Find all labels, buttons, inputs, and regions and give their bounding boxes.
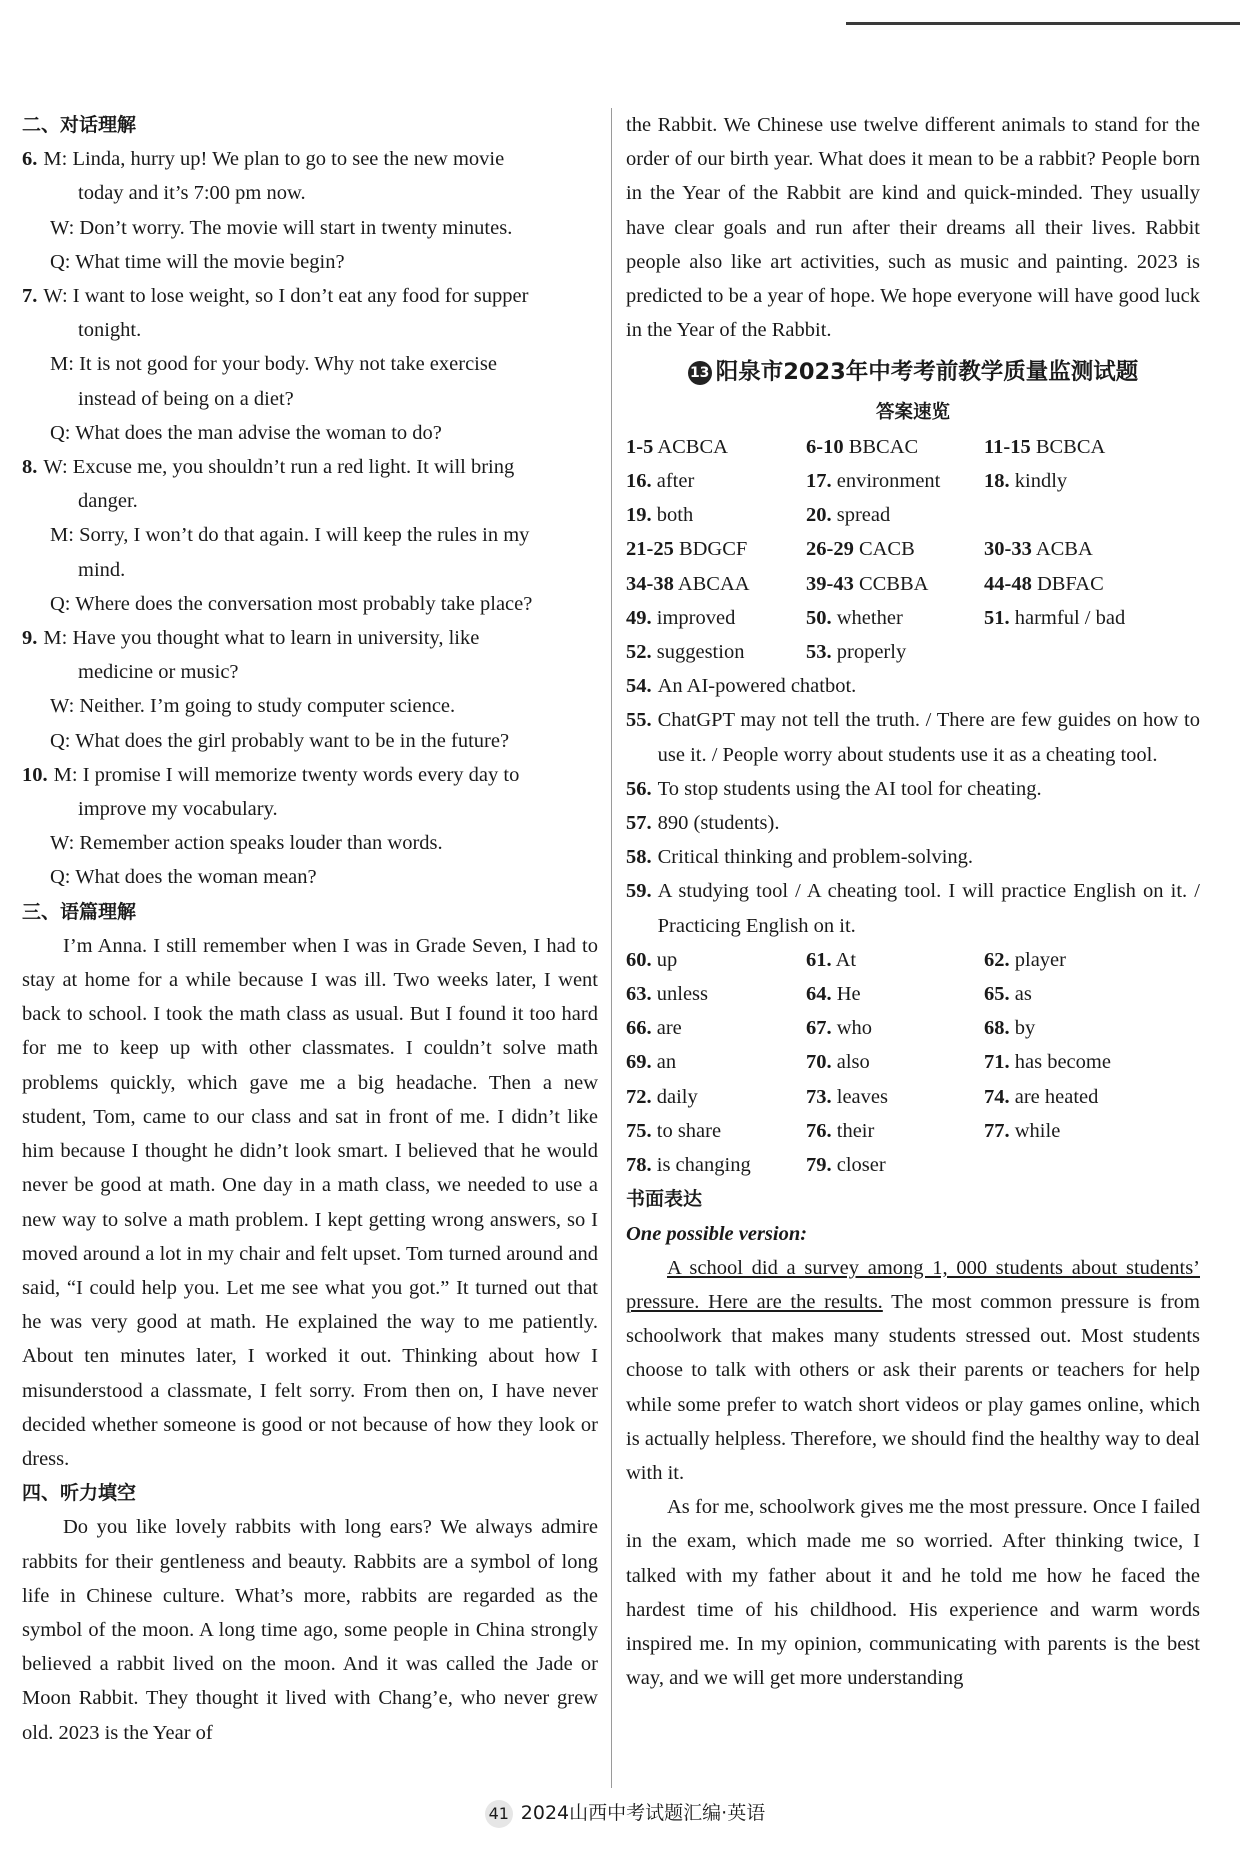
- answer-number: 65.: [984, 983, 1010, 1006]
- answer-item: [806, 1114, 984, 1148]
- dialogue-continuation: improve my vocabulary.: [78, 798, 278, 821]
- answer-value: harmful / bad: [1014, 606, 1126, 629]
- answer-number: 54.: [626, 675, 652, 698]
- answer-value: ACBCA: [657, 435, 728, 458]
- section-heading-listening: 四、听力填空: [22, 1482, 137, 1505]
- answer-item: [984, 1011, 1200, 1045]
- dialogue-text: [50, 347, 497, 381]
- answer-number: 79.: [806, 1154, 832, 1177]
- dialogue-utterance: What does the man advise the woman to do?: [75, 421, 442, 444]
- answer-item: [984, 430, 1200, 464]
- dialogue-line: [22, 142, 598, 176]
- answer-value: daily: [656, 1085, 698, 1108]
- dialogue-utterance: Don’t worry. The movie will start in twenty minutes.: [79, 216, 513, 239]
- answer-value: as: [1014, 983, 1032, 1006]
- answer-value: their: [836, 1119, 875, 1142]
- dialogue-text: [50, 724, 509, 758]
- dialogue-utterance: Remember action speaks louder than words.: [79, 832, 443, 855]
- speaker-label: Q:: [50, 421, 71, 444]
- answer-item: [626, 430, 806, 464]
- answer-number: 74.: [984, 1085, 1010, 1108]
- speaker-label: M:: [50, 524, 74, 547]
- answer-number: 20.: [806, 504, 832, 527]
- dialogue-utterance: Have you thought what to learn in university, like: [72, 627, 480, 650]
- page-number: 41: [485, 1800, 513, 1828]
- dialogue-line: [22, 518, 598, 552]
- answer-number: 71.: [984, 1051, 1010, 1074]
- speaker-label: Q:: [50, 866, 71, 889]
- section-heading-writing: 书面表达: [626, 1188, 703, 1211]
- answer-number: 66.: [626, 1017, 652, 1040]
- question-number: 6.: [22, 148, 38, 171]
- answer-value: ABCAA: [677, 572, 750, 595]
- column-divider: [611, 108, 612, 1788]
- answer-item: [626, 635, 806, 669]
- dialogue-utterance: Sorry, I won’t do that again. I will keep the rules in my: [79, 524, 530, 547]
- answer-number: 19.: [626, 504, 652, 527]
- answer-item: [984, 498, 1200, 532]
- answer-item: [626, 1011, 806, 1045]
- dialogue-line: [22, 245, 598, 279]
- answer-number: 69.: [626, 1051, 652, 1074]
- answer-number: 50.: [806, 606, 832, 629]
- dialogue-text: [43, 621, 479, 655]
- answer-value: who: [836, 1017, 873, 1040]
- dialogue-line: [22, 860, 598, 894]
- answer-value: unless: [656, 983, 708, 1006]
- answer-value: At: [835, 948, 857, 971]
- question-number: 7.: [22, 285, 38, 308]
- exam-number-badge: 13: [688, 361, 712, 385]
- answer-value: closer: [836, 1154, 886, 1177]
- dialogue-line: [22, 724, 598, 758]
- speaker-label: W:: [43, 456, 68, 479]
- answer-grid-b: [626, 943, 1200, 1182]
- answer-value: ChatGPT may not tell the truth. / There are few guides on how to use it. / People worry about students use it as a cheating tool.: [657, 709, 1200, 766]
- answer-item: [626, 943, 806, 977]
- dialogue-text: [54, 758, 520, 792]
- answer-item: [806, 464, 984, 498]
- answer-value: BDGCF: [678, 538, 748, 561]
- answer-value: A studying tool / A cheating tool. I will practice English on it. / Practicing English on it.: [657, 880, 1200, 937]
- answer-item: [626, 567, 806, 601]
- answer-value: an: [656, 1051, 677, 1074]
- header-rule: [846, 22, 1240, 25]
- answer-number: 49.: [626, 606, 652, 629]
- speaker-label: W:: [50, 695, 75, 718]
- answer-list-long: [626, 669, 1200, 943]
- answer-number: 58.: [626, 846, 652, 869]
- left-column: [22, 108, 598, 1750]
- answer-value: has become: [1014, 1051, 1111, 1074]
- dialogue-text: [50, 826, 443, 860]
- dialogue-text: [43, 450, 514, 484]
- answer-number: 70.: [806, 1051, 832, 1074]
- dialogue-line: [22, 621, 598, 655]
- answer-item-long: [626, 874, 1200, 942]
- answer-item: [984, 464, 1200, 498]
- answer-value: after: [656, 470, 695, 493]
- answer-number: 11-15: [984, 435, 1031, 458]
- answer-item-long: [626, 806, 1200, 840]
- answer-item: [626, 1114, 806, 1148]
- answer-number: 44-48: [984, 572, 1032, 595]
- answer-item: [984, 567, 1200, 601]
- dialogue-list: [22, 142, 598, 894]
- dialogue-line: [22, 347, 598, 381]
- dialogue-utterance: What does the woman mean?: [75, 866, 317, 889]
- exam-title-text: 阳泉市2023年中考考前教学质量监测试题: [715, 359, 1139, 386]
- dialogue-line: [22, 211, 598, 245]
- answer-item-long: [626, 772, 1200, 806]
- answer-number: 67.: [806, 1017, 832, 1040]
- answer-number: 16.: [626, 470, 652, 493]
- answer-value: whether: [836, 606, 903, 629]
- section-heading-dialog: 二、对话理解: [22, 114, 137, 136]
- answer-item: [984, 1080, 1200, 1114]
- answer-number: 59.: [626, 880, 652, 903]
- answer-item: [984, 943, 1200, 977]
- answer-item: [806, 498, 984, 532]
- answer-item-long: [626, 669, 1200, 703]
- right-column: [626, 108, 1200, 1695]
- answer-number: 61.: [806, 948, 832, 971]
- speaker-label: Q:: [50, 250, 71, 273]
- answer-item: [806, 943, 984, 977]
- speaker-label: W:: [50, 216, 75, 239]
- answer-value: both: [656, 504, 694, 527]
- answer-value: up: [656, 948, 678, 971]
- writing-paragraph-2: As for me, schoolwork gives me the most pressure. Once I failed in the exam, which made me so worried. After thinking twice, I talked with my father about it and he told me how he faced the hardest time of his childhood. His experience and warm words inspired me. In my opinion, communicating with parents is the best way, and we will get more understanding: [626, 1496, 1200, 1690]
- answer-value: improved: [656, 606, 736, 629]
- answer-item: [806, 601, 984, 635]
- answer-value: BCBCA: [1035, 435, 1106, 458]
- answer-number: 53.: [806, 641, 832, 664]
- reading-passage: I’m Anna. I still remember when I was in Grade Seven, I had to stay at home for a while because I was ill. Two weeks later, I went back to school. I took the math class as usual. But I found it too hard for me to keep up with other classmates. I couldn’t solve math problems quickly, which gave me a big headache. Then a new student, Tom, came to our class and sat in front of me. I didn’t like him because I thought he didn’t look smart. I believed that he would never be good at math. One day in a math class, we needed to use a new way to solve a math problem. I kept getting wrong answers, so I moved around a lot in my chair and felt upset. Tom turned around and said, “I could help you. Let me see what you got.” It turned out that he was very good at math. He explained the way to me patiently. About ten minutes later, I worked it out. Thinking about how I misunderstood a classmate, I felt sorry. From then on, I have never decided whether someone is good or not because of how they look or dress.: [22, 934, 598, 1470]
- dialogue-text: [50, 211, 512, 245]
- dialogue-utterance: What time will the movie begin?: [75, 250, 345, 273]
- answer-number: 68.: [984, 1017, 1010, 1040]
- answer-number: 21-25: [626, 538, 674, 561]
- dialogue-utterance: Where does the conversation most probably take place?: [75, 592, 533, 615]
- page-footer: [0, 1798, 1250, 1828]
- question-number: 10.: [22, 763, 48, 786]
- answer-number: 18.: [984, 470, 1010, 493]
- answer-number: 6-10: [806, 435, 844, 458]
- answer-number: 63.: [626, 983, 652, 1006]
- answer-number: 17.: [806, 470, 832, 493]
- dialogue-text: [43, 142, 504, 176]
- answer-number: 75.: [626, 1119, 652, 1142]
- dialogue-utterance: Linda, hurry up! We plan to go to see the new movie: [72, 148, 505, 171]
- answer-value: environment: [836, 470, 941, 493]
- dialogue-line: [22, 279, 598, 313]
- dialogue-utterance: Neither. I’m going to study computer science.: [79, 695, 456, 718]
- dialogue-text: [50, 689, 455, 723]
- dialogue-utterance: Excuse me, you shouldn’t run a red light. It will bring: [72, 456, 515, 479]
- answer-value: are: [656, 1017, 682, 1040]
- answer-item: [806, 567, 984, 601]
- answer-item: [626, 977, 806, 1011]
- speaker-label: Q:: [50, 729, 71, 752]
- answer-item: [984, 601, 1200, 635]
- answer-item: [626, 532, 806, 566]
- dialogue-utterance: I promise I will memorize twenty words every day to: [82, 763, 520, 786]
- dialogue-text: [50, 518, 529, 552]
- answer-item: [806, 1080, 984, 1114]
- answer-item-long: [626, 703, 1200, 771]
- writing-paragraph-1: [626, 1251, 1200, 1490]
- answer-value: properly: [836, 641, 907, 664]
- answer-item: [626, 464, 806, 498]
- answer-number: 57.: [626, 812, 652, 835]
- answer-number: 26-29: [806, 538, 854, 561]
- answer-value: player: [1014, 948, 1066, 971]
- dialogue-continuation: tonight.: [78, 319, 142, 342]
- writing-version-label: One possible version:: [626, 1222, 808, 1245]
- speaker-label: M:: [43, 627, 68, 650]
- dialogue-continuation: danger.: [78, 490, 138, 513]
- answer-value: to share: [656, 1119, 722, 1142]
- answer-number: 56.: [626, 777, 652, 800]
- dialogue-text: [43, 279, 528, 313]
- answer-number: 78.: [626, 1154, 652, 1177]
- answer-item: [626, 498, 806, 532]
- answer-value: An AI-powered chatbot.: [657, 675, 857, 698]
- answer-value: also: [836, 1051, 870, 1074]
- answer-value: by: [1014, 1017, 1036, 1040]
- answer-item: [984, 1114, 1200, 1148]
- dialogue-continuation: today and it’s 7:00 pm now.: [78, 182, 306, 205]
- dialogue-line: [22, 416, 598, 450]
- answer-item: [984, 635, 1200, 669]
- dialogue-utterance: I want to lose weight, so I don’t eat any food for supper: [72, 285, 529, 308]
- answer-item: [626, 1045, 806, 1079]
- answer-number: 60.: [626, 948, 652, 971]
- answers-subtitle: 答案速览: [875, 401, 950, 423]
- answer-value: CCBBA: [858, 572, 929, 595]
- question-number: 8.: [22, 456, 38, 479]
- answer-value: is changing: [656, 1154, 751, 1177]
- answer-value: suggestion: [656, 641, 745, 664]
- answer-value: CACB: [858, 538, 915, 561]
- writing-paragraph-1-rest: The most common pressure is from schoolwork that makes many students stressed out. Most students choose to talk with others or ask their parents or teachers for help while some prefer to watch short videos or play games online, which is actually helpless. Therefore, we should find the healthy way to deal with it.: [626, 1290, 1200, 1484]
- answer-item: [984, 1045, 1200, 1079]
- answer-value: while: [1014, 1119, 1061, 1142]
- answer-item: [626, 1148, 806, 1182]
- answer-number: 76.: [806, 1119, 832, 1142]
- dialogue-line: [22, 758, 598, 792]
- speaker-label: Q:: [50, 592, 71, 615]
- answer-number: 64.: [806, 983, 832, 1006]
- dialogue-continuation: mind.: [78, 558, 126, 581]
- speaker-label: M:: [50, 353, 74, 376]
- answer-item: [984, 532, 1200, 566]
- answer-number: 1-5: [626, 435, 654, 458]
- dialogue-text: [50, 860, 317, 894]
- answer-number: 62.: [984, 948, 1010, 971]
- speaker-label: W:: [43, 285, 68, 308]
- answer-item: [626, 1080, 806, 1114]
- answer-number: 55.: [626, 709, 652, 732]
- answer-value: DBFAC: [1036, 572, 1104, 595]
- dialogue-line: [22, 689, 598, 723]
- answer-item: [806, 1011, 984, 1045]
- answer-value: leaves: [836, 1085, 888, 1108]
- question-number: 9.: [22, 627, 38, 650]
- answer-item-long: [626, 840, 1200, 874]
- answer-item: [806, 532, 984, 566]
- listening-passage-part2: the Rabbit. We Chinese use twelve different animals to stand for the order of our birth year. What does it mean to be a rabbit? People born in the Year of the Rabbit are kind and quick-minded. They usually have clear goals and run after their dreams all their lives. Rabbit people also like art activities, such as music and painting. 2023 is predicted to be a year of hope. We hope everyone will have good luck in the Year of the Rabbit.: [626, 114, 1200, 342]
- dialogue-line: [22, 450, 598, 484]
- answer-item: [806, 977, 984, 1011]
- listening-passage-part1: Do you like lovely rabbits with long ears? We always admire rabbits for their gentleness and beauty. Rabbits are a symbol of long life in Chinese culture. What’s more, rabbits are regarded as the symbol of the moon. A long time ago, some people in China strongly believed a rabbit lived on the moon. And it was called the Jade or Moon Rabbit. They thought it lived with Chang’e, who never grew old. 2023 is the Year of: [22, 1516, 598, 1744]
- answer-value: are heated: [1014, 1085, 1099, 1108]
- answer-value: Critical thinking and problem-solving.: [657, 846, 974, 869]
- answer-number: 52.: [626, 641, 652, 664]
- answer-number: 72.: [626, 1085, 652, 1108]
- answer-value: ACBA: [1035, 538, 1093, 561]
- answer-item: [984, 977, 1200, 1011]
- section-heading-reading: 三、语篇理解: [22, 900, 137, 923]
- dialogue-utterance: It is not good for your body. Why not take exercise: [79, 353, 497, 376]
- dialogue-line: [22, 826, 598, 860]
- dialogue-text: [50, 587, 532, 621]
- answer-number: 51.: [984, 606, 1010, 629]
- footer-title: 2024山西中考试题汇编·英语: [520, 1802, 766, 1824]
- answer-item: [806, 1045, 984, 1079]
- answer-item: [806, 430, 984, 464]
- dialogue-text: [50, 245, 345, 279]
- dialogue-continuation: medicine or music?: [78, 661, 239, 684]
- answer-value: To stop students using the AI tool for cheating.: [657, 777, 1042, 800]
- dialogue-continuation: instead of being on a diet?: [78, 387, 294, 410]
- answer-number: 39-43: [806, 572, 854, 595]
- dialogue-text: [50, 416, 442, 450]
- answer-value: BBCAC: [848, 435, 919, 458]
- answer-number: 77.: [984, 1119, 1010, 1142]
- answer-value: 890 (students).: [657, 812, 780, 835]
- dialogue-utterance: What does the girl probably want to be in the future?: [75, 729, 510, 752]
- answer-grid-a: [626, 430, 1200, 669]
- exam-title: [626, 355, 1200, 389]
- answer-item: [626, 601, 806, 635]
- writing-intro-underlined: A school did a survey among 1, 000 students about students’ pressure. Here are the results.: [626, 1256, 1200, 1313]
- speaker-label: M:: [53, 763, 78, 786]
- speaker-label: W:: [50, 832, 75, 855]
- answer-number: 73.: [806, 1085, 832, 1108]
- dialogue-line: [22, 587, 598, 621]
- answer-value: He: [836, 983, 861, 1006]
- answer-number: 30-33: [984, 538, 1032, 561]
- answer-value: spread: [836, 504, 891, 527]
- speaker-label: M:: [43, 148, 68, 171]
- answer-number: 34-38: [626, 572, 674, 595]
- answer-item: [806, 635, 984, 669]
- answer-item: [984, 1148, 1200, 1182]
- answer-item: [806, 1148, 984, 1182]
- answer-value: kindly: [1014, 470, 1068, 493]
